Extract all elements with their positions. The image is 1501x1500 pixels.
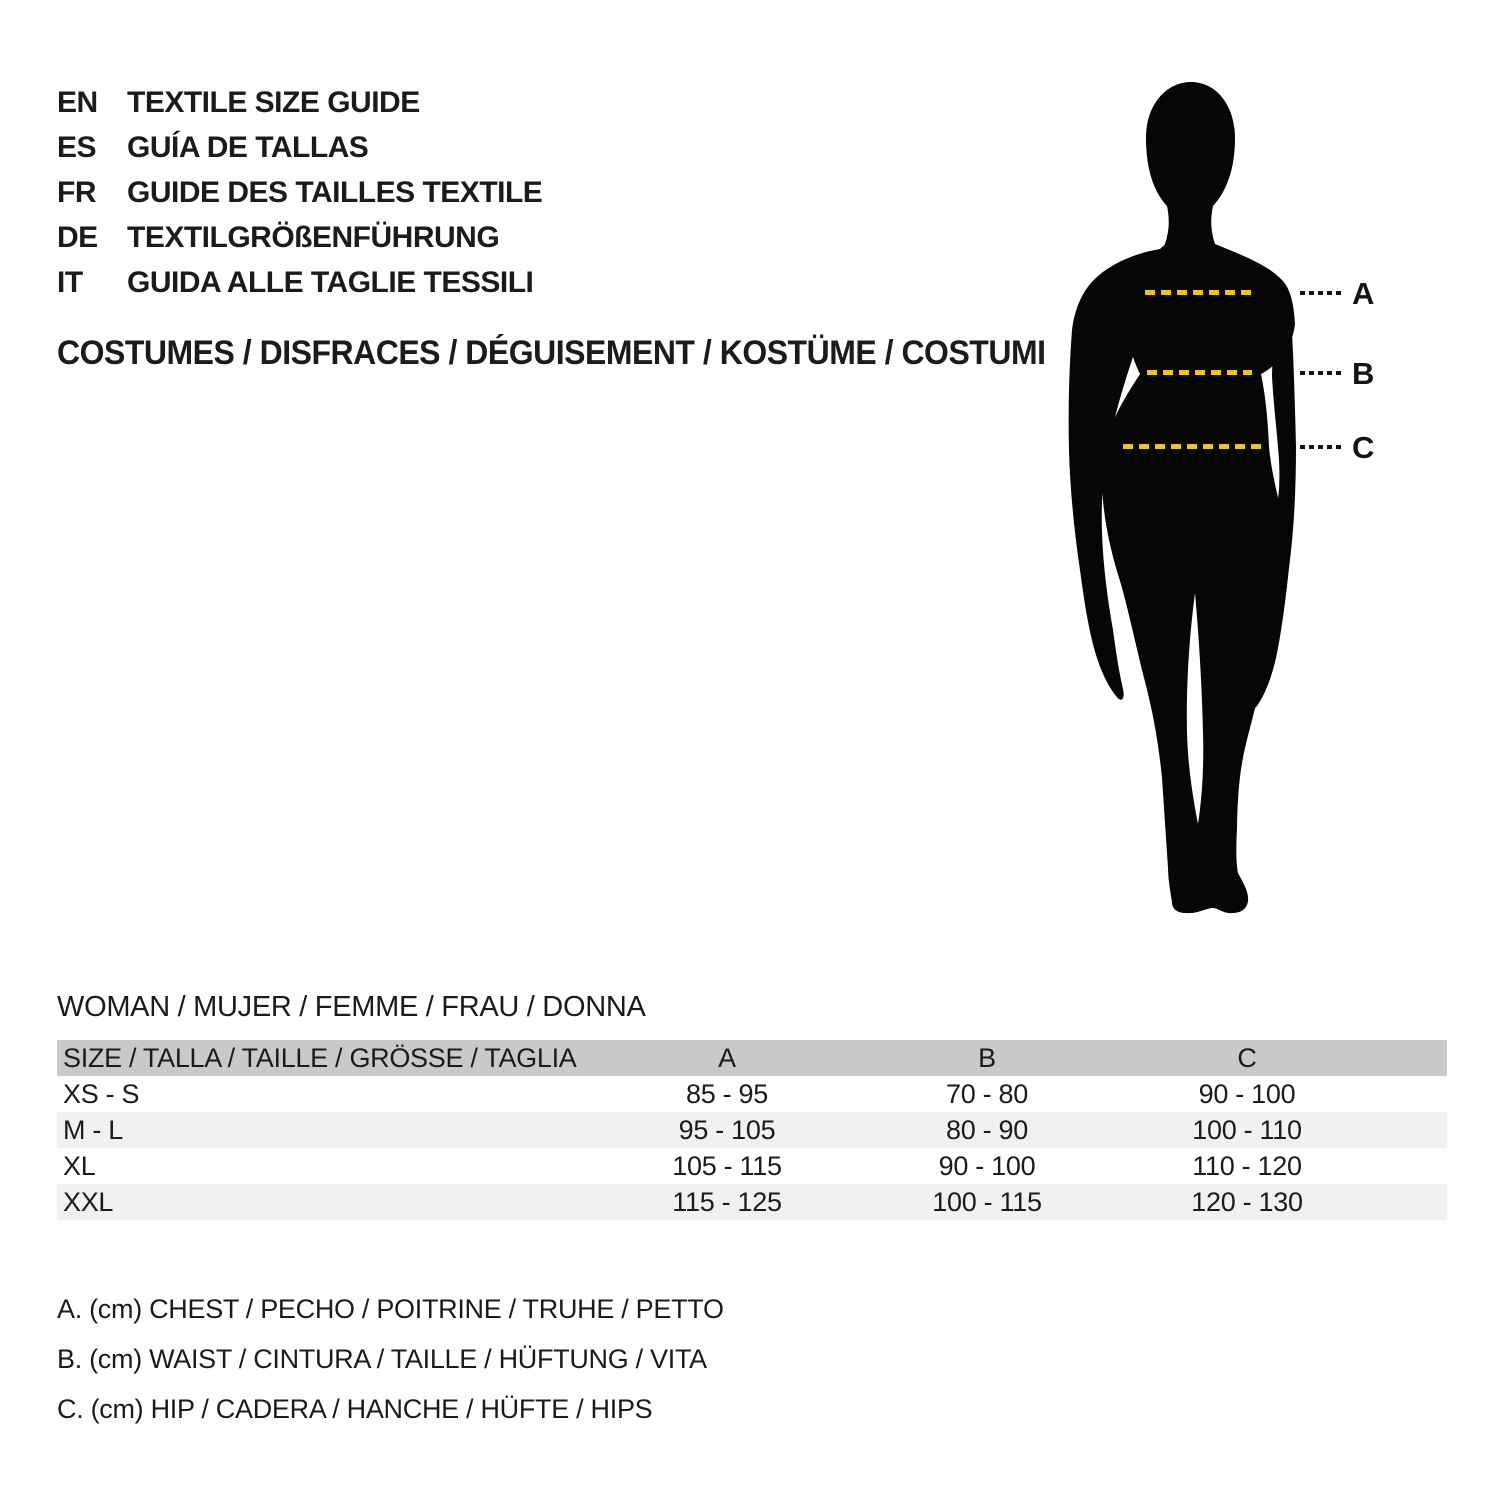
value-cell-c: 110 - 120 [1192,1150,1302,1181]
table-row [57,1148,1447,1184]
value-cell-c: 90 - 100 [1198,1078,1296,1109]
lang-row-en [57,80,542,125]
lang-code: IT [57,265,83,299]
value-cell-c: 100 - 110 [1192,1114,1302,1145]
column-header-b: B [978,1042,996,1073]
value-cell-b: 100 - 115 [932,1186,1042,1217]
hip-dash-line [1123,444,1265,449]
size-cell: M - L [63,1114,124,1145]
table-row [57,1184,1447,1220]
value-cell-c: 120 - 130 [1191,1186,1303,1217]
lang-label: GUIDA ALLE TAGLIE TESSILI [127,265,534,299]
chest-leader-line [1300,291,1344,295]
lang-code: DE [57,220,98,254]
lang-row-de [57,215,542,260]
waist-dash-line [1147,370,1252,375]
column-header-a: A [718,1042,736,1073]
measure-label-a: A [1352,276,1375,311]
value-cell-b: 70 - 80 [946,1078,1028,1109]
lang-label: TEXTILE SIZE GUIDE [127,85,420,119]
lang-label: GUIDE DES TAILLES TEXTILE [127,175,543,209]
language-list [57,80,542,305]
note-chest: A. (cm) CHEST / PECHO / POITRINE / TRUHE / PETTO [57,1294,724,1324]
chest-dash-line [1145,290,1257,295]
size-cell: XL [63,1150,96,1181]
measure-label-c: C [1352,430,1375,465]
lang-row-fr [57,170,542,215]
table-row [57,1076,1447,1112]
value-cell-a: 105 - 115 [672,1150,782,1181]
waist-leader-line [1300,371,1344,375]
value-cell-a: 115 - 125 [672,1186,782,1217]
lang-label: TEXTILGRÖßENFÜHRUNG [127,220,500,254]
measure-label-b: B [1352,356,1375,391]
value-cell-a: 95 - 105 [678,1114,776,1145]
silhouette-body [1102,82,1295,913]
table-row [57,1112,1447,1148]
value-cell-b: 90 - 100 [938,1150,1036,1181]
lang-label: GUÍA DE TALLAS [127,130,369,164]
measurement-figure [1028,78,1408,938]
value-cell-a: 85 - 95 [686,1078,768,1109]
size-cell: XS - S [63,1078,140,1109]
lang-code: EN [57,85,98,119]
hip-leader-line [1300,445,1344,449]
size-table [57,1040,1447,1220]
value-cell-b: 80 - 90 [946,1114,1028,1145]
lang-code: FR [57,175,96,209]
lang-row-es [57,125,542,170]
woman-silhouette [1028,78,1348,938]
lang-code: ES [57,130,97,164]
section-heading-woman: WOMAN / MUJER / FEMME / FRAU / DONNA [57,991,646,1023]
column-header-c: C [1237,1042,1257,1073]
size-cell: XXL [63,1186,114,1217]
measurement-notes [57,1294,724,1444]
table-header-row [57,1040,1447,1076]
size-column-header: SIZE / TALLA / TAILLE / GRÖSSE / TAGLIA [63,1042,577,1073]
note-hip: C. (cm) HIP / CADERA / HANCHE / HÜFTE / HIPS [57,1394,653,1424]
lang-row-it [57,260,542,305]
category-heading: COSTUMES / DISFRACES / DÉGUISEMENT / KOSTÜME / COSTUMI [57,334,1046,372]
note-waist: B. (cm) WAIST / CINTURA / TAILLE / HÜFTUNG / VITA [57,1344,707,1374]
